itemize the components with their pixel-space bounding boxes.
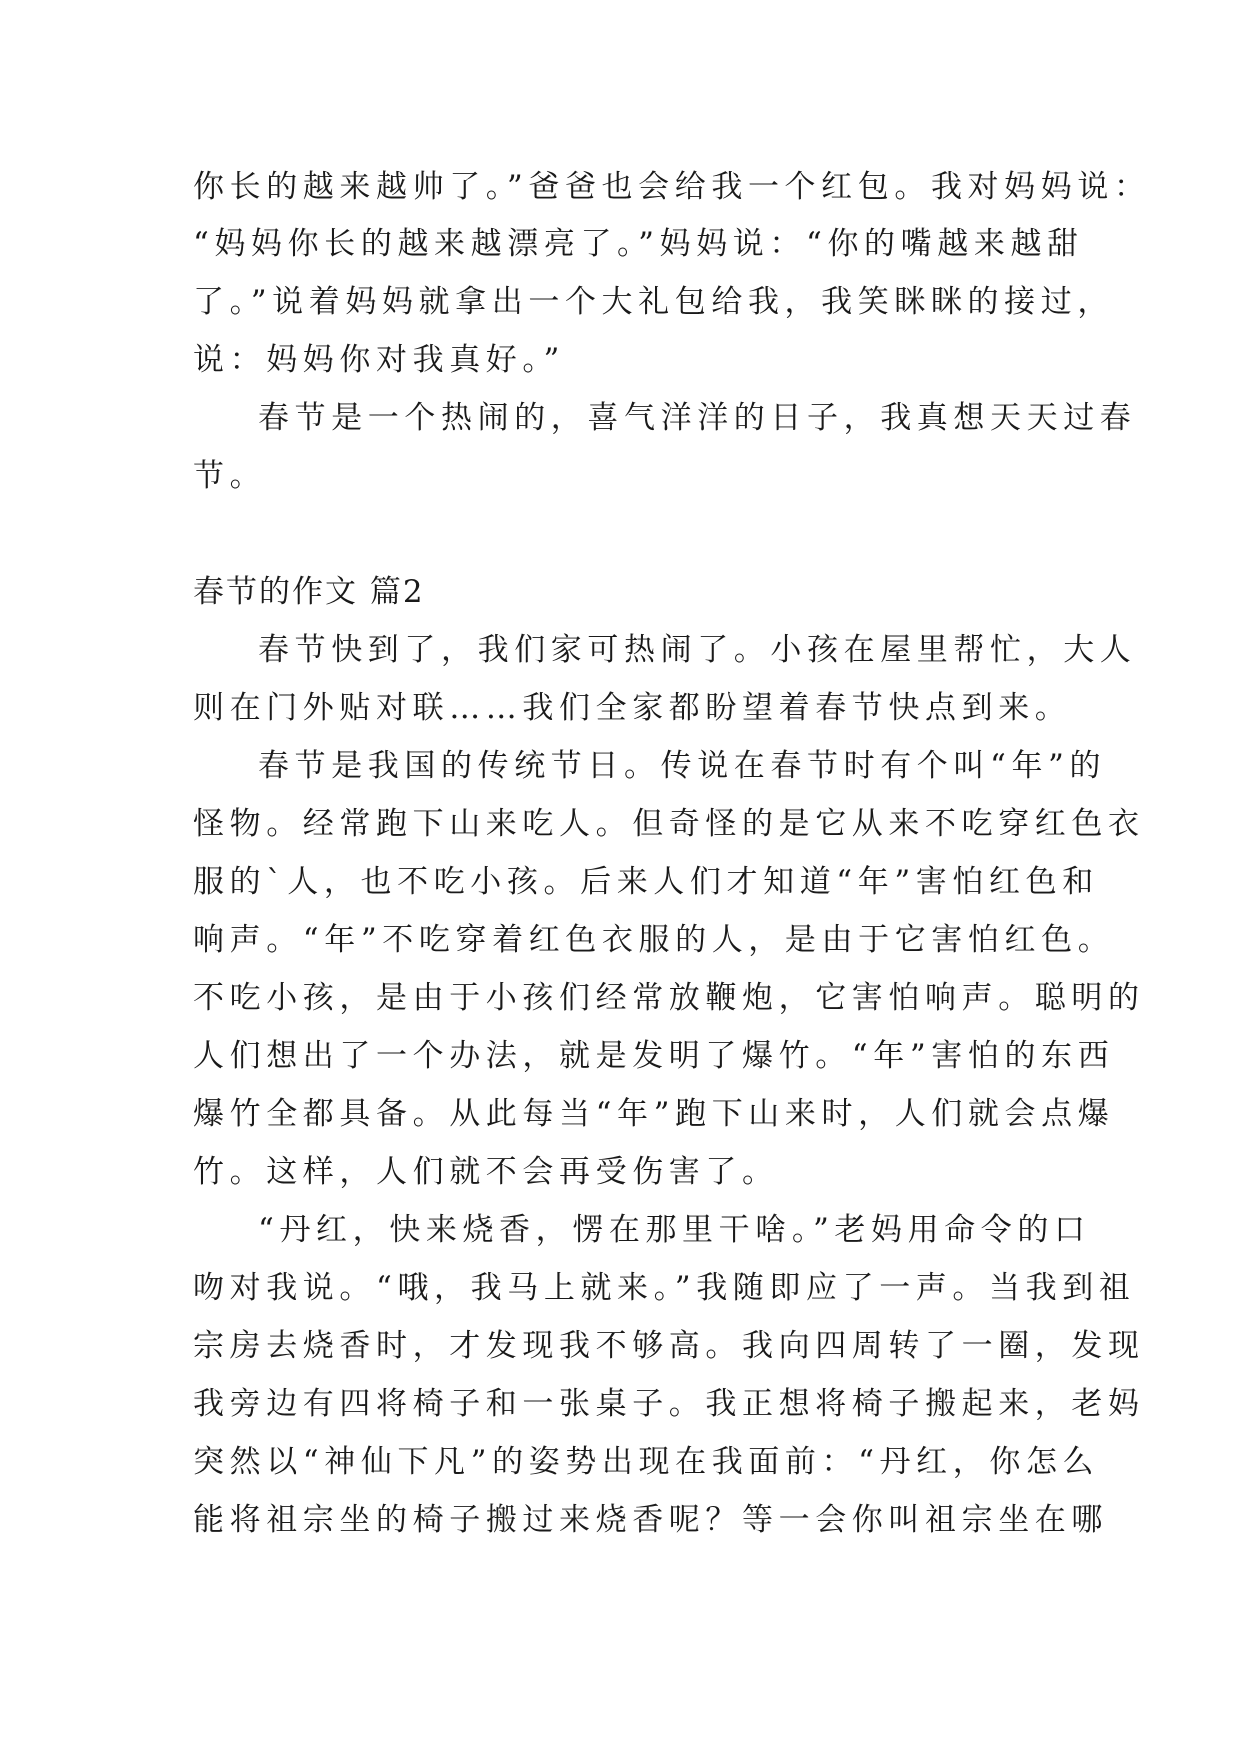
text-line: 春节快到了，我们家可热闹了。小孩在屋里帮忙，大人 [258,632,1137,668]
section-title: 春节的作文 篇2 [193,574,425,610]
text-line: 说：妈妈你对我真好。” [193,342,565,378]
text-line: “丹红，快来烧香，愣在那里干啥。”老妈用命令的口 [258,1212,1091,1248]
text-line: 春节是我国的传统节日。传说在春节时有个叫“年”的 [258,748,1107,784]
text-line: 你长的越来越帅了。”爸爸也会给我一个红包。我对妈妈说： [193,169,1151,205]
text-line: 人们想出了一个办法，就是发明了爆竹。“年”害怕的东西 [193,1038,1115,1074]
text-line: 则在门外贴对联……我们全家都盼望着春节快点到来。 [193,690,1072,726]
text-line: 吻对我说。“哦，我马上就来。”我随即应了一声。当我到祖 [193,1270,1136,1306]
text-line: 竹。这样，人们就不会再受伤害了。 [193,1154,779,1190]
text-line: 了。”说着妈妈就拿出一个大礼包给我，我笑眯眯的接过， [193,284,1114,320]
text-line: 服的`人，也不吃小孩。后来人们才知道“年”害怕红色和 [193,864,1099,900]
text-line: 响声。“年”不吃穿着红色衣服的人，是由于它害怕红色。 [193,922,1115,958]
text-line: 不吃小孩，是由于小孩们经常放鞭炮，它害怕响声。聪明的 [193,980,1145,1016]
text-line: 我旁边有四将椅子和一张桌子。我正想将椅子搬起来，老妈 [193,1386,1145,1422]
text-line: 爆竹全都具备。从此每当“年”跑下山来时，人们就会点爆 [193,1096,1115,1132]
text-line: 宗房去烧香时，才发现我不够高。我向四周转了一圈，发现 [193,1328,1145,1364]
text-line: 怪物。经常跑下山来吃人。但奇怪的是它从来不吃穿红色衣 [193,806,1145,842]
text-line: “妈妈你长的越来越漂亮了。”妈妈说：“你的嘴越来越甜 [193,226,1084,262]
text-line: 春节是一个热闹的，喜气洋洋的日子，我真想天天过春 [258,400,1137,436]
text-line: 突然以“神仙下凡”的姿势出现在我面前：“丹红，你怎么 [193,1444,1100,1480]
text-line: 节。 [193,458,267,494]
text-line: 能将祖宗坐的椅子搬过来烧香呢？等一会你叫祖宗坐在哪 [193,1502,1108,1538]
